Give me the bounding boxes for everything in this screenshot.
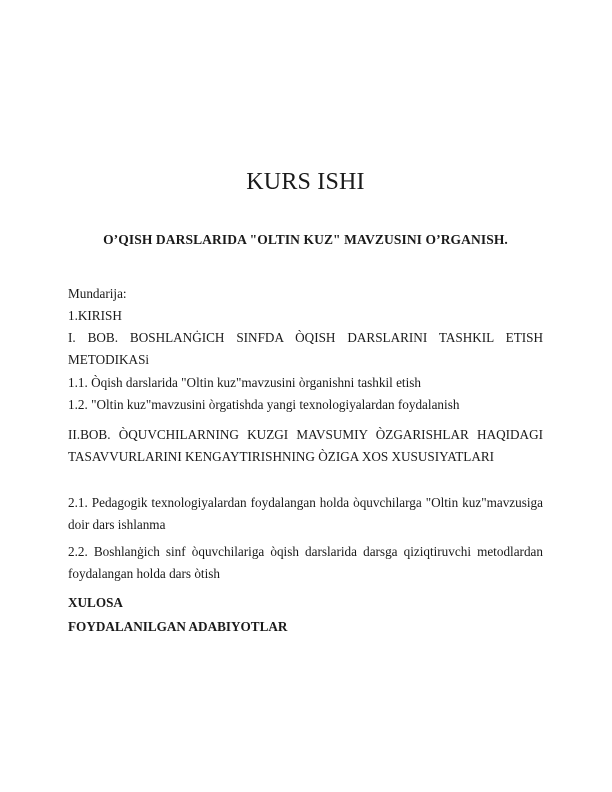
contents-label: Mundarija:	[68, 286, 127, 301]
toc-entry-xulosa: XULOSA	[68, 595, 123, 610]
toc-entry-section-2-2: 2.2. Boshlanġich sinf òquvchilariga òqish darslarida darsga qiziqtiruvchi metodlardan foydalangan holda dars òtish	[68, 544, 543, 582]
page-title: KURS ISHI	[246, 169, 365, 195]
toc-entry-references: FOYDALANILGAN ADABIYOTLAR	[68, 619, 288, 634]
document-subtitle: O’QISH DARSLARIDA "OLTIN KUZ" MAVZUSINI O’RGANISH.	[103, 232, 508, 247]
toc-entry-chapter-two: II.BOB. ÒQUVCHILARNING KUZGI MAVSUMIY ÒZGARISHLAR HAQIDAGI TASAVVURLARINI KENGAYTIRISHNING ÒZIGA XOS XUSUSIYATLARI	[68, 427, 543, 465]
toc-entry-section-1-2: 1.2. "Oltin kuz"mavzusini òrgatishda yangi texnologiyalardan foydalanish	[68, 397, 460, 412]
toc-entry-kirish: 1.KIRISH	[68, 308, 122, 323]
toc-entry-section-1-1: 1.1. Òqish darslarida "Oltin kuz"mavzusini òrganishni tashkil etish	[68, 375, 421, 390]
toc-entry-chapter-one: I. BOB. BOSHLANĠICH SINFDA ÒQISH DARSLARINI TASHKIL ETISH METODIKASi	[68, 330, 543, 368]
toc-entry-section-2-1: 2.1. Pedagogik texnologiyalardan foydalangan holda òquvchilarga "Oltin kuz"mavzusiga doir dars ishlanma	[68, 495, 543, 533]
